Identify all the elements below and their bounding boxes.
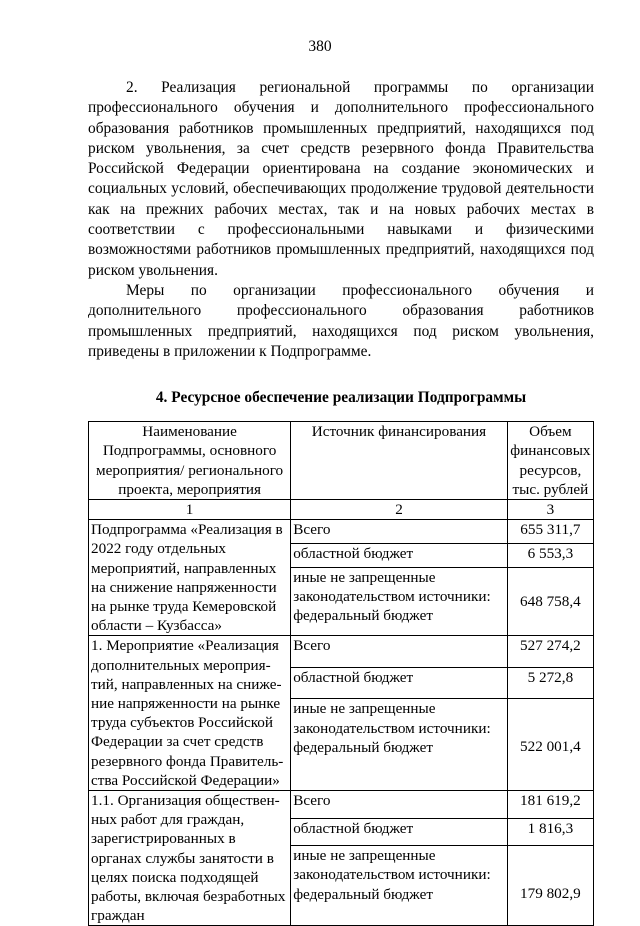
funding-value: 6 553,3: [507, 543, 593, 567]
funding-source: иные не запрещенные законодательством источники: федеральный бюджет: [291, 567, 508, 636]
column-header-volume: Объем финансовых ресурсов, тыс. рублей: [507, 422, 593, 500]
column-index: 1: [89, 499, 291, 519]
column-header-source: Источник финансирования: [291, 422, 508, 500]
document-body: [88, 78, 594, 926]
section-title: 4. Ресурсное обеспечение реализации Подпрограммы: [155, 389, 527, 407]
table-index-row: [89, 499, 594, 519]
funding-value: 648 758,4: [507, 567, 593, 636]
table-row: [89, 636, 594, 668]
paragraph: Меры по организации профессионального обучения и дополнительного профессионального образования работников промышленных предприятий, находящихся под риском увольнения, приведены в приложении к Подпрограмме.: [88, 281, 594, 360]
funding-value: 1 816,3: [507, 818, 593, 846]
page-number: 380: [308, 38, 332, 55]
funding-value: 181 619,2: [507, 791, 593, 819]
measure-name: Подпрограмма «Реализация в 2022 году отдельных мероприятий, направленных на снижение напряженности на рынке труда Кемеровской области – Кузбасса»: [89, 520, 291, 636]
table-header-row: [89, 422, 594, 500]
resource-table: [88, 421, 594, 926]
funding-value: 527 274,2: [507, 636, 593, 668]
funding-value: 522 001,4: [507, 699, 593, 791]
funding-source: областной бюджет: [291, 818, 508, 846]
funding-source: иные не запрещенные законодательством источники: федеральный бюджет: [291, 699, 508, 791]
paragraph: 2. Реализация региональной программы по организации профессионального обучения и дополнительного профессионального образования работников промышленных предприятий, находящихся под риском увольнения, за счет средств резервного фонда Правительства Российской Федерации ориентирована на создание экономических и социальных условий, обеспечивающих продолжение трудовой деятельности как на прежних рабочих местах, так и на новых рабочих местах в соответствии с профессиональными навыками и физическими возможностями работников промышленных предприятий, находящихся под риском увольнения.: [88, 79, 594, 279]
funding-source: Всего: [291, 791, 508, 819]
funding-source: Всего: [291, 520, 508, 544]
funding-source: Всего: [291, 636, 508, 668]
table-row: [89, 520, 594, 544]
column-index: 3: [507, 499, 593, 519]
funding-value: 179 802,9: [507, 846, 593, 926]
measure-name: 1. Мероприятие «Реализация дополнительных мероприя-тий, направленных на сниже-ние напряженности на рынке труда субъектов Российской Федерации за счет средств резервного фонда Правитель-ства Российской Федерации»: [89, 636, 291, 791]
funding-source: областной бюджет: [291, 667, 508, 699]
funding-source: областной бюджет: [291, 543, 508, 567]
column-index: 2: [291, 499, 508, 519]
funding-value: 655 311,7: [507, 520, 593, 544]
funding-value: 5 272,8: [507, 667, 593, 699]
measure-name: 1.1. Организация обществен-ных работ для граждан, зарегистрированных в органах службы занятости в целях поиска подходящей работы, включая безработных граждан: [89, 791, 291, 926]
funding-source: иные не запрещенные законодательством источники: федеральный бюджет: [291, 846, 508, 926]
column-header-name: Наименование Подпрограммы, основного мероприятия/ регионального проекта, мероприятия: [89, 422, 291, 500]
table-row: [89, 791, 594, 819]
